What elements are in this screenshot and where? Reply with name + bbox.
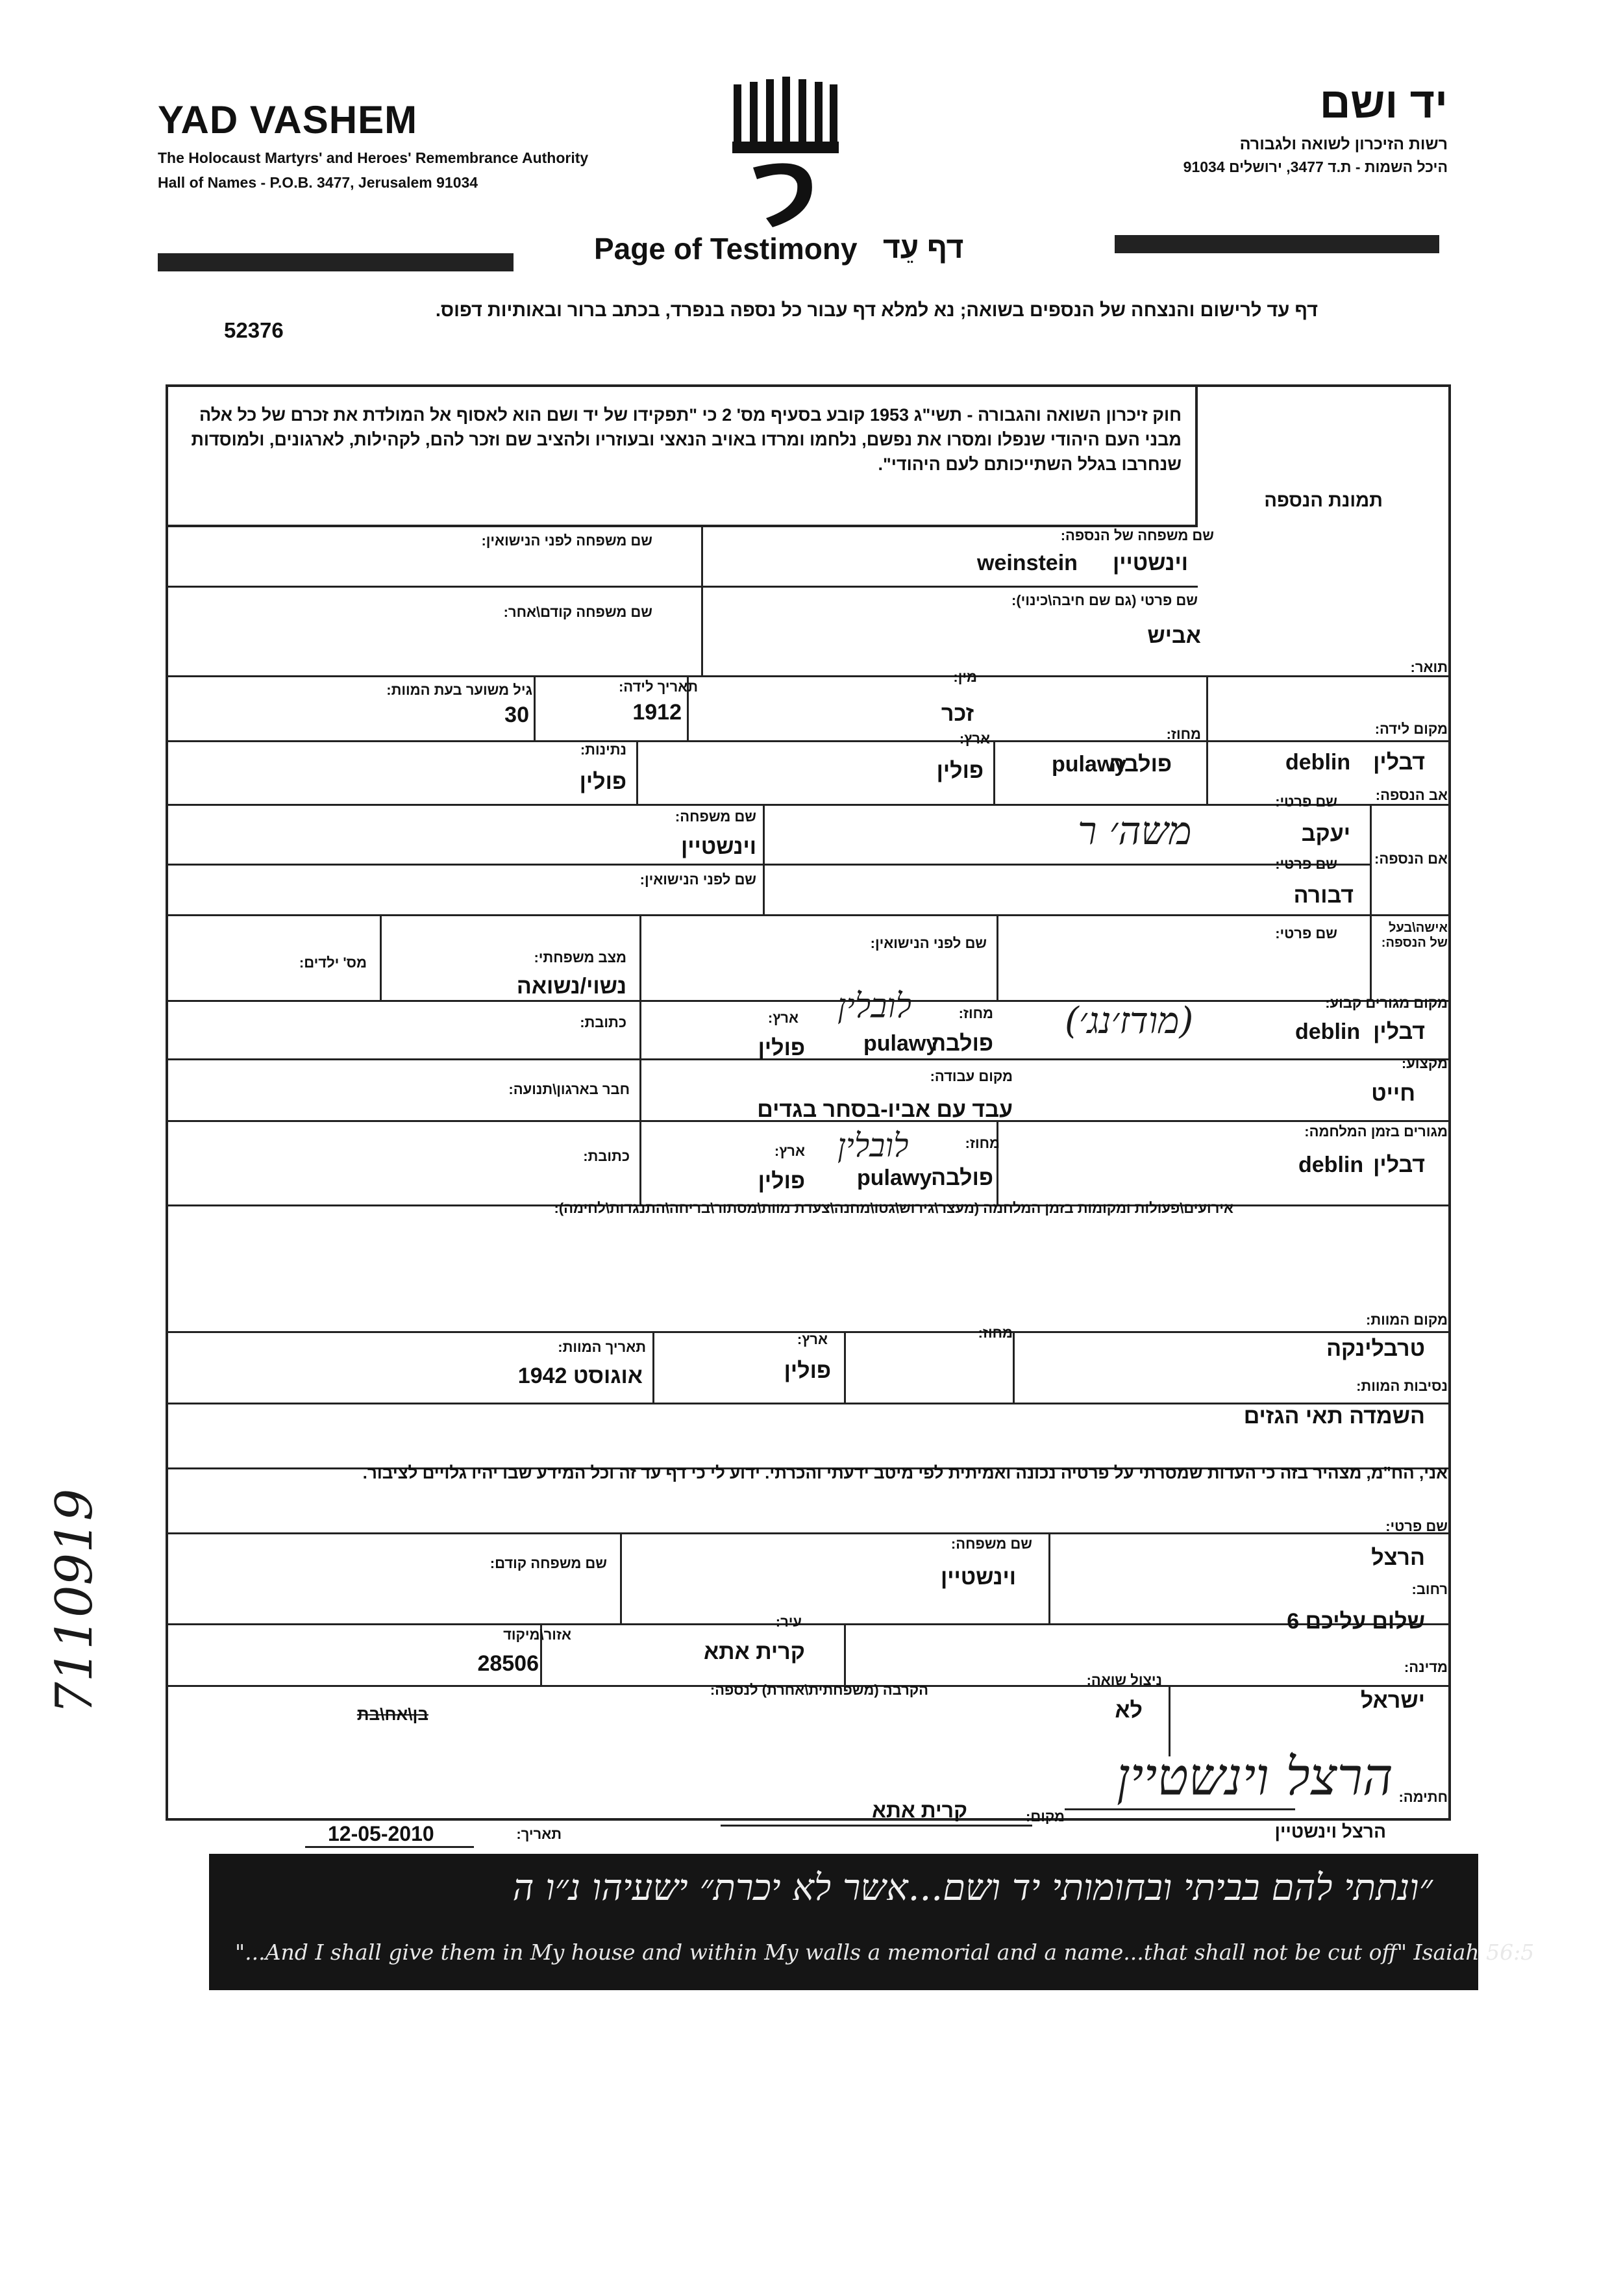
death-place-value: טרבלינקה [1326, 1336, 1425, 1361]
row-line [166, 804, 1451, 806]
quote-he: ״ונתתי להם בביתי ובחומותי יד ושם...אשר לא יכרת״ ישעיהו נ״ו ה [512, 1867, 1433, 1909]
label-org-member: חבר בארגון\תנועה: [508, 1081, 630, 1097]
row-line [166, 1532, 1451, 1534]
label-title: תואר: [1410, 659, 1448, 675]
form-number: 52376 [224, 318, 284, 342]
label-birth-date: תאריך לידה: [618, 679, 698, 695]
label-spouse: אישה\בעל של הנספה: [1381, 921, 1448, 950]
law-text: חוק זיכרון השואה והגבורה - תשי"ג 1953 קובע בסעיף מס' 2 כי "תפקידו של יד ושם הוא לאסוף אל המולדת את זכרם של כל אלה מבני העם היהודי שנפלו ומסרו את נפשם, נלחמו ומרדו באויב הנאצי ובעוזריו ולהציב שם וזכר להם, לקהילות, לארגונים, ולמוסדות שנחרבו בגלל השתייכותם לעם היהודי". [191, 405, 1182, 474]
label-first-name: שם פרטי (גם שם חיבה\כינוי): [1011, 592, 1198, 608]
label-street: רחוב: [1411, 1581, 1448, 1597]
label-state: מדינה: [1404, 1659, 1448, 1675]
father-surname-value: וינשטיין [680, 834, 756, 859]
label-death-circumstances: נסיבות המוות: [1356, 1378, 1448, 1394]
residence-latin: deblin [1295, 1019, 1361, 1044]
label-mother-first: שם פרטי: [1275, 856, 1337, 872]
age-at-death-value: 30 [504, 703, 529, 727]
label-war-country: ארץ: [774, 1143, 805, 1159]
zip-value: 28506 [477, 1651, 539, 1676]
label-sub-prev-surname: שם משפחה קודם: [489, 1555, 607, 1571]
wartime-place-value: דבלין [1373, 1153, 1425, 1177]
wartime-place-latin: deblin [1298, 1153, 1364, 1177]
page-title-he: דף עֵד [883, 231, 964, 264]
title-bar-left [158, 253, 514, 271]
res-district-value: פולבה [931, 1031, 993, 1056]
street-value: שלום עליכם 6 [1287, 1609, 1425, 1634]
label-survivor: ניצול שואה: [1086, 1672, 1162, 1688]
first-name-value: אביש [1147, 623, 1201, 648]
label-workplace: מקום עבודה: [930, 1068, 1013, 1084]
label-birth-place: מקום לידה: [1374, 721, 1448, 737]
col-line [1048, 1532, 1050, 1623]
quote-en: "...And I shall give them in My house and within My walls a memorial and a name...that shall not be cut off" Isaiah 56:5 [235, 1940, 1535, 1965]
label-wartime-residence: מגורים בזמן המלחמה: [1304, 1123, 1448, 1140]
col-line [763, 804, 765, 914]
war-district-handwritten: לובלין [837, 1127, 909, 1164]
birth-district-latin: pulawy [1052, 752, 1127, 777]
col-line [997, 914, 998, 1000]
label-birth-country: ארץ: [959, 730, 990, 747]
label-city: עיר: [775, 1614, 802, 1630]
org-subtitle-en: The Holocaust Martyrs' and Heroes' Remembrance Authority [158, 149, 589, 166]
state-value: ישראל [1360, 1688, 1425, 1713]
mother-first-value: דבורה [1293, 883, 1354, 908]
label-sub-surname: שם משפחה: [950, 1536, 1032, 1552]
label-father-first: שם פרטי: [1275, 793, 1337, 810]
label-maiden-name: שם משפחה לפני הנישואין: [481, 532, 652, 549]
col-line [997, 1120, 998, 1204]
col-line [701, 525, 703, 675]
label-gender: מין: [953, 669, 977, 685]
org-address-he: היכל השמות - ת.ד 3477, ירושלים 91034 [1183, 158, 1448, 175]
label-death-date: תאריך המוות: [558, 1339, 646, 1355]
label-mother: אם הנספה: [1374, 851, 1448, 867]
death-circumstances-value: השמדה תאי הגזים [1243, 1404, 1425, 1429]
label-death-country: ארץ: [797, 1331, 828, 1347]
label-num-children: מס' ילדים: [299, 955, 367, 971]
row-line [166, 675, 1451, 677]
death-country-value: פולין [784, 1358, 831, 1383]
sub-surname-value: וינשטיין [940, 1565, 1016, 1590]
victim-surname-latin: weinstein [977, 551, 1078, 575]
nationality-value: פולין [579, 769, 626, 794]
photo-label: תמונת הנספה [1264, 490, 1383, 511]
row-line [166, 864, 1370, 866]
label-death-place: מקום המוות: [1366, 1312, 1448, 1328]
gender-value: זכר [941, 701, 974, 726]
war-country-value: פולין [758, 1169, 805, 1193]
col-line [1370, 804, 1372, 1000]
page-title-en: Page of Testimony [594, 232, 858, 266]
label-war-address: כתובת: [583, 1148, 630, 1164]
org-address-en: Hall of Names - P.O.B. 3477, Jerusalem 91034 [158, 174, 478, 191]
label-birth-district: מחוז: [1166, 726, 1201, 742]
marital-status-value: נשוי/נשואה [516, 974, 626, 999]
war-district-value: פולבה [931, 1166, 993, 1190]
label-prev-surname: שם משפחה קודם\אחר: [503, 604, 652, 620]
label-res-district: מחוז: [958, 1005, 993, 1021]
label-signature: חתימה: [1398, 1789, 1448, 1805]
col-line [380, 914, 382, 1000]
label-sub-first: שם פרטי: [1385, 1518, 1448, 1534]
res-country-value: פולין [758, 1036, 805, 1060]
declaration-text: אני, הח"מ, מצהיר בזה כי העדות שמסרתי על פרטיה נכונה ואמיתית לפי מיטב ידעתי והכרתי. ידוע לי כי דף עד זה וכל המידע שבו יהיו גלויים לציבור. [362, 1463, 1448, 1482]
birth-country-value: פולין [936, 758, 984, 783]
col-line [993, 740, 995, 805]
label-mother-maiden: שם לפני הנישואין: [639, 871, 756, 888]
relation-struck-text: בן\אח\בת [356, 1704, 428, 1724]
label-marital-status: מצב משפחתי: [534, 949, 626, 966]
birth-place-value: דבלין [1373, 750, 1425, 775]
res-district-handwritten: לובלין [837, 987, 911, 1026]
label-residence: מקום מגורים קבוע: [1325, 995, 1448, 1011]
row-line [166, 914, 1451, 916]
row-line [166, 740, 1451, 742]
place-value: קרית אתא [872, 1799, 967, 1822]
label-victim-surname: שם משפחה של הנספה: [1060, 527, 1214, 543]
label-death-district: מחוז: [978, 1325, 1013, 1341]
label-father-surname: שם משפחה: [675, 808, 756, 825]
father-first-value: יעקב [1301, 821, 1350, 846]
birth-date-value: 1912 [632, 700, 682, 725]
label-events: אירועים\פעולות ומקומות בזמן המלחמה (מעצר\גירוש\גטו\מחנה\צעדת מוות\מסתור\בריחה\התנגדות\לחימה): [554, 1200, 1233, 1216]
row-line [166, 1000, 1451, 1002]
title-bar-right [1115, 235, 1439, 253]
label-age-at-death: גיל משוער בעת המוות: [386, 682, 532, 698]
quote-banner [209, 1854, 1535, 1990]
label-profession: מקצוע: [1401, 1055, 1448, 1071]
col-line [639, 1000, 641, 1204]
father-handwritten-note: משה׳ ר [1078, 808, 1192, 854]
label-place: מקום: [1026, 1808, 1065, 1825]
col-line [652, 1331, 654, 1403]
col-line [1013, 1331, 1015, 1403]
row-line [166, 525, 1198, 527]
row-line [166, 586, 1198, 588]
label-nationality: נתינות: [580, 742, 626, 758]
label-date: תאריך: [516, 1826, 562, 1842]
yad-vashem-logo [727, 77, 844, 232]
col-line [1206, 675, 1208, 805]
row-line [166, 1058, 1451, 1060]
org-subtitle-he: רשות הזיכרון לשואה ולגבורה [1239, 135, 1448, 153]
victim-surname-value: וינשטיין [1112, 551, 1188, 575]
row-line [166, 1623, 1451, 1625]
margin-number: 7110919 [45, 1488, 104, 1714]
place-line [721, 1825, 1032, 1827]
birth-district-value: פולבה [1109, 752, 1172, 777]
label-zip: אזור\מיקוד [503, 1627, 571, 1643]
signature-handwritten: הרצל וינשטיין [1117, 1747, 1393, 1807]
label-spouse-first: שם פרטי: [1275, 925, 1337, 942]
city-value: קרית אתא [703, 1640, 805, 1664]
col-line [534, 675, 536, 740]
sign-name-value: הרצל וינשטיין [1274, 1821, 1386, 1841]
col-line [844, 1331, 846, 1403]
date-line [305, 1846, 474, 1848]
birth-place-latin: deblin [1285, 750, 1351, 775]
survivor-value: לא [1115, 1698, 1143, 1723]
label-spouse-maiden: שם לפני הנישואין: [870, 935, 987, 951]
date-value: 12-05-2010 [328, 1822, 434, 1845]
label-address: כתובת: [580, 1014, 626, 1030]
col-line [636, 740, 638, 805]
war-district-latin: pulawy [857, 1166, 932, 1190]
label-res-country: ארץ: [767, 1010, 799, 1026]
sub-first-value: הרצל [1371, 1545, 1425, 1570]
signature-line [1065, 1808, 1295, 1810]
org-name-he: יד ושם [1319, 79, 1448, 127]
residence-value: דבלין [1373, 1019, 1425, 1044]
workplace-value: עבד עם אביו-בסחר בגדים [757, 1097, 1013, 1122]
profession-value: חייט [1371, 1081, 1415, 1106]
col-line [639, 914, 641, 1000]
org-name-en: YAD VASHEM [158, 98, 418, 142]
col-line [620, 1532, 622, 1623]
label-war-district: מחוז: [965, 1135, 1000, 1151]
col-line [1169, 1685, 1170, 1756]
instruction-text: דף עד לרישום והנצחה של הנספים בשואה; נא למלא דף עבור כל נספה בנפרד, בכתב ברור ובאותיות דפוס. [435, 300, 1318, 321]
label-father: אב הנספה: [1375, 787, 1448, 803]
col-line [844, 1623, 846, 1685]
death-date-value: אוגוסט 1942 [517, 1364, 643, 1388]
residence-handwritten-note: (מודז׳נג׳) [1065, 1000, 1194, 1042]
label-relation: הקרבה (משפחתית\אחרת) לנספה: [710, 1682, 928, 1698]
res-district-latin: pulawy [863, 1031, 939, 1056]
